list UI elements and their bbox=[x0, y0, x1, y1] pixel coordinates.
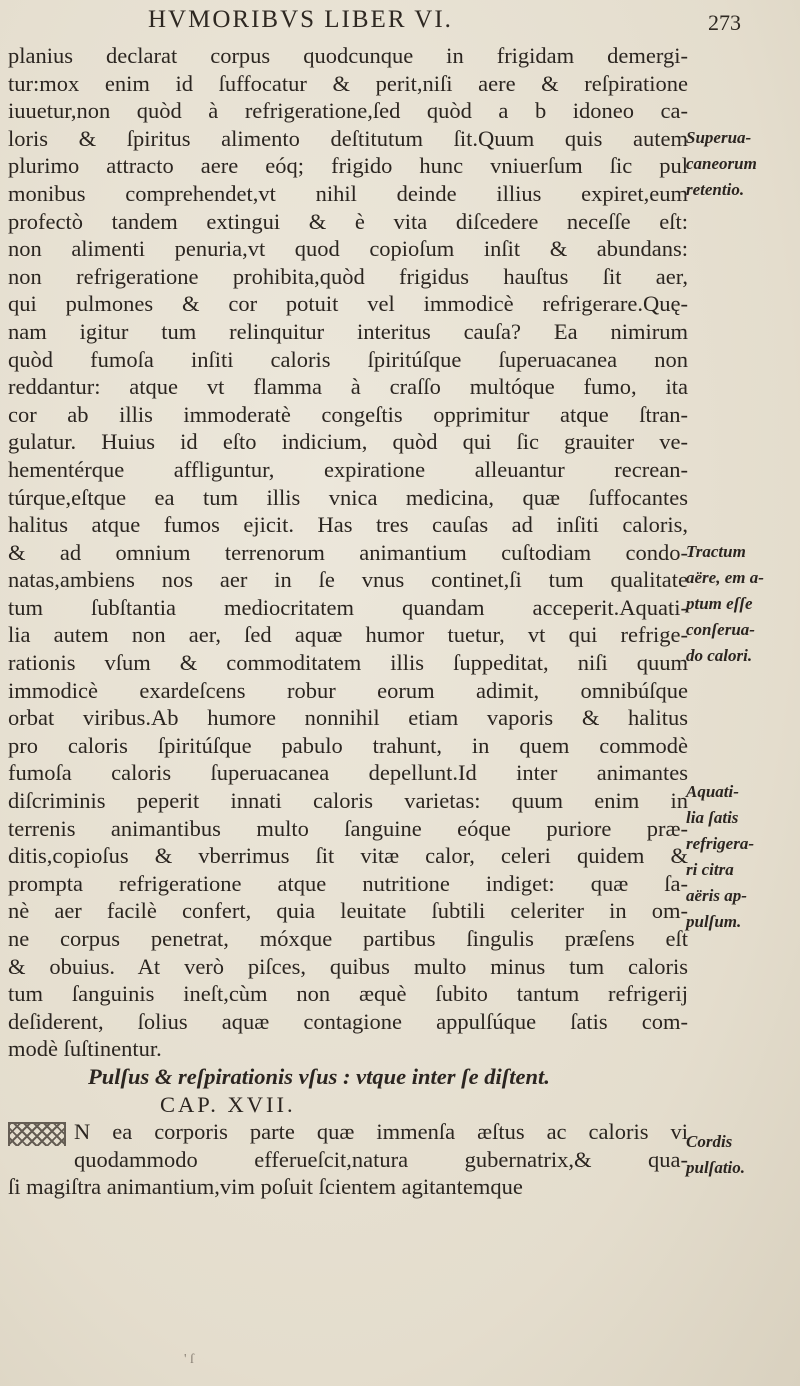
text-line: loris & ſpiritus alimento deſtitutum ſit.Quum quis autem bbox=[8, 125, 688, 151]
text-line: tur:mox enim id ſuffocatur & perit,niſi aere & reſpiratione bbox=[8, 70, 688, 96]
text-line: prompta refrigeratione atque nutritione indiget: quæ ſa- bbox=[8, 870, 688, 896]
text-line: natas,ambiens nos aer in ſe vnus continet,ſi tum qualitate bbox=[8, 567, 688, 593]
margin-note: lia ſatis bbox=[686, 808, 739, 827]
text-line: hementérque affliguntur, expiratione alleuantur recrean- bbox=[8, 456, 688, 482]
text-line: tum ſubſtantia mediocritatem quandam acceperit.Aquati- bbox=[8, 594, 688, 620]
chapter-heading: CAP. XVII. bbox=[160, 1091, 296, 1117]
margin-note: refrigera- bbox=[686, 834, 754, 853]
body-text bbox=[8, 42, 688, 1201]
text-line: diſcriminis peperit innati caloris varietas: quum enim in bbox=[8, 788, 688, 814]
chapter-first-line bbox=[8, 1118, 688, 1146]
page-header bbox=[0, 4, 800, 38]
text-line: pro caloris ſpiritúſque pabulo trahunt, in quem commodè bbox=[8, 732, 688, 758]
text-line: terrenis animantibus multo ſanguine eóque puriore præ- bbox=[8, 815, 688, 841]
margin-note: aëris ap- bbox=[686, 886, 747, 905]
ornamental-initial-icon bbox=[8, 1122, 66, 1146]
margin-note: conſerua- bbox=[686, 620, 755, 639]
text-line: reddantur: atque vt flamma à craſſo multóque fumo, ita bbox=[8, 374, 688, 400]
text-line: tum ſanguinis ineſt,cùm non æquè ſubito tantum refrigerij bbox=[8, 981, 688, 1007]
margin-note: caneorum bbox=[686, 154, 757, 173]
text-line: quòd fumoſa inſiti caloris ſpiritúſque ſuperuacanea non bbox=[8, 346, 688, 372]
text-line: profectò tandem extingui & è vita diſcedere neceſſe eſt: bbox=[8, 208, 688, 234]
text-line: gulatur. Huius id eſto indicium, quòd qui ſic grauiter ve- bbox=[8, 429, 688, 455]
margin-note: pulſum. bbox=[686, 912, 742, 931]
margin-note: Superua- bbox=[686, 128, 752, 147]
text-line: halitus atque fumos ejicit. Has tres cauſas ad inſiti caloris, bbox=[8, 512, 688, 538]
text-line: lia autem non aer, ſed aquæ humor tuetur, vt qui refrige- bbox=[8, 622, 688, 648]
text-line: nè aer facilè confert, quia leuitate ſubtili celeriter in om- bbox=[8, 898, 688, 924]
text-line: immodicè exardeſcens robur eorum adimit, omnibúſque bbox=[8, 677, 688, 703]
text-line: orbat viribus.Ab humore nonnihil etiam vaporis & halitus bbox=[8, 705, 688, 731]
text-line-last: modè ſuſtinentur. bbox=[8, 1036, 162, 1062]
text-line: planius declarat corpus quodcunque in frigidam demergi- bbox=[8, 43, 688, 68]
text-line: túrque,eſtque ea tum illis vnica medicina, quæ ſuffocantes bbox=[8, 484, 688, 510]
text-line: deſiderent, ſolius aquæ contagione appulſúque ſatis com- bbox=[8, 1008, 688, 1034]
section-heading: Pulſus & reſpirationis vſus : vtque inter ſe diſtent. bbox=[88, 1063, 550, 1089]
text-line: qui pulmones & cor potuit vel immodicè refrigerare.Quę- bbox=[8, 291, 688, 317]
margin-note: do calori. bbox=[686, 646, 753, 665]
text-line: & obuius. At verò piſces, quibus multo minus tum caloris bbox=[8, 953, 688, 979]
margin-note: retentio. bbox=[686, 180, 745, 199]
margin-note: Aquati- bbox=[686, 782, 739, 801]
text-line: cor ab illis immoderatè congeſtis opprimitur atque ſtran- bbox=[8, 401, 688, 427]
margin-note: aëre, em a- bbox=[686, 568, 764, 587]
text-line: non alimenti penuria,vt quod copioſum inſit & abundans: bbox=[8, 236, 688, 262]
text-line: fumoſa caloris ſuperuacanea depellunt.Id inter animantes bbox=[8, 760, 688, 786]
text-line: plurimo attracto aere eóq; frigido hunc vniuerſum ſic pul bbox=[8, 153, 688, 179]
text-line: ſi magiſtra animantium,vim poſuit ſcientem agitantemque bbox=[8, 1174, 523, 1200]
chapter-line-text: N ea corporis parte quæ immenſa æſtus ac caloris vi bbox=[74, 1119, 688, 1145]
text-line: ditis,copioſus & vberrimus ſit vitæ calor, celeri quidem & bbox=[8, 843, 688, 869]
running-head: HVMORIBVS LIBER VI. bbox=[148, 6, 453, 33]
margin-note: Tractum bbox=[686, 542, 746, 561]
text-line: iuuetur,non quòd à refrigeratione,ſed quòd a b idoneo ca- bbox=[8, 98, 688, 124]
margin-note: ptum eſſe bbox=[686, 594, 753, 613]
footer-mark: ' ſ bbox=[184, 1352, 194, 1367]
page-number: 273 bbox=[708, 10, 741, 35]
margin-note: pulſatio. bbox=[686, 1158, 746, 1177]
text-line: quodammodo efferueſcit,natura gubernatrix,& qua- bbox=[74, 1146, 688, 1172]
text-line: ne corpus penetrat, móxque partibus ſingulis præſens eſt bbox=[8, 926, 688, 951]
text-line: monibus comprehendet,vt nihil deinde illius expiret,eum bbox=[8, 180, 688, 206]
text-line: non refrigeratione prohibita,quòd frigidus hauſtus ſit aer, bbox=[8, 263, 688, 289]
margin-note: ri citra bbox=[686, 860, 734, 879]
text-line: nam igitur tum relinquitur interitus cauſa? Ea nimirum bbox=[8, 318, 688, 344]
text-line: & ad omnium terrenorum animantium cuſtodiam condo- bbox=[8, 539, 688, 565]
text-line: rationis vſum & commoditatem illis ſuppeditat, niſi quum bbox=[8, 650, 688, 676]
margin-note: Cordis bbox=[686, 1132, 733, 1151]
